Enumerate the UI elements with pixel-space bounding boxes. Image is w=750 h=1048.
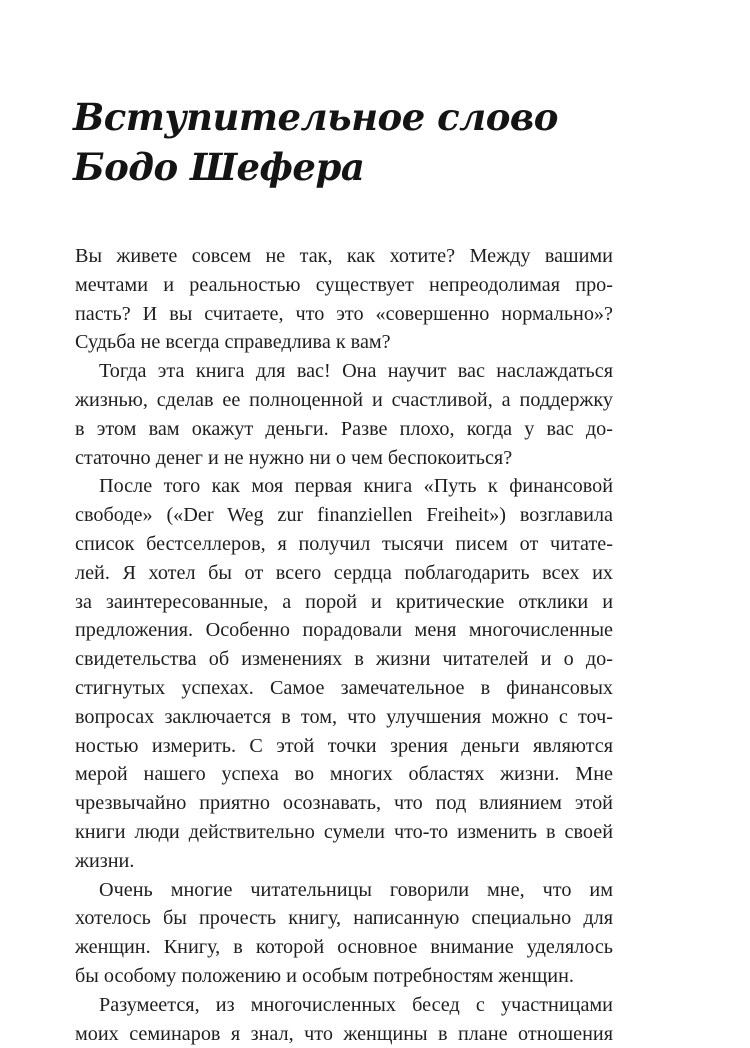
text-line: предложения. Особенно порадовали меня многочисленные [75, 619, 613, 642]
text-line: Очень многие читательницы говорили мне, что им [99, 878, 613, 901]
text-line: Разумеется, из многочисленных бесед с участницами [99, 993, 613, 1016]
text-line: в этом вам окажут деньги. Разве плохо, когда у вас до- [75, 417, 613, 440]
text-line: вопросах заключается в том, что улучшения можно с точ- [75, 705, 613, 728]
text-line: Судьба не всегда справедлива к вам? [75, 331, 391, 354]
text-line: свидетельства об изменениях в жизни читателей и о до- [75, 648, 613, 671]
chapter-heading [73, 92, 673, 192]
text-line: стигнутых успехах. Самое замечательное в финансовых [75, 676, 613, 699]
body-text [75, 242, 613, 1048]
chapter-heading-line-1: Вступительное слово [73, 95, 558, 139]
text-line: жизни. [75, 849, 135, 872]
text-line: женщин. Книгу, в которой основное внимание уделялось [75, 936, 613, 959]
text-line: бы особому положению и особым потребностям женщин. [75, 964, 574, 987]
text-line: Тогда эта книга для вас! Она научит вас наслаждаться [99, 360, 613, 383]
text-line: хотелось бы прочесть книгу, написанную специально для [75, 907, 613, 930]
text-line: лей. Я хотел бы от всего сердца поблагодарить всех их [75, 561, 613, 584]
text-line: мерой нашего успеха во многих областях жизни. Мне [75, 763, 613, 786]
text-line: книги люди действительно сумели что-то изменить в своей [75, 820, 613, 843]
text-line: пасть? И вы считаете, что это «совершенно нормально»? [75, 302, 613, 325]
chapter-heading-line-2: Бодо Шефера [73, 145, 365, 189]
text-line: список бестселлеров, я получил тысячи писем от читате- [75, 532, 613, 555]
text-line: свободе» («Der Weg zur finanziellen Freiheit») возглавила [75, 504, 613, 527]
text-line: чрезвычайно приятно осознавать, что под влиянием этой [75, 792, 613, 815]
text-line: жизнью, сделав ее полноценной и счастливой, а поддержку [75, 388, 613, 411]
text-line: После того как моя первая книга «Путь к финансовой [99, 475, 613, 498]
text-line: за заинтересованные, а порой и критические отклики и [75, 590, 613, 613]
text-line: мечтами и реальностью существует непреодолимая про- [75, 273, 613, 296]
text-line: Вы живете совсем не так, как хотите? Между вашими [75, 245, 613, 267]
text-line: статочно денег и не нужно ни о чем беспокоиться? [75, 446, 513, 469]
text-line: моих семинаров я знал, что женщины в плане отношения [75, 1022, 613, 1045]
text-line: ностью измерить. С этой точки зрения деньги являются [75, 734, 613, 757]
